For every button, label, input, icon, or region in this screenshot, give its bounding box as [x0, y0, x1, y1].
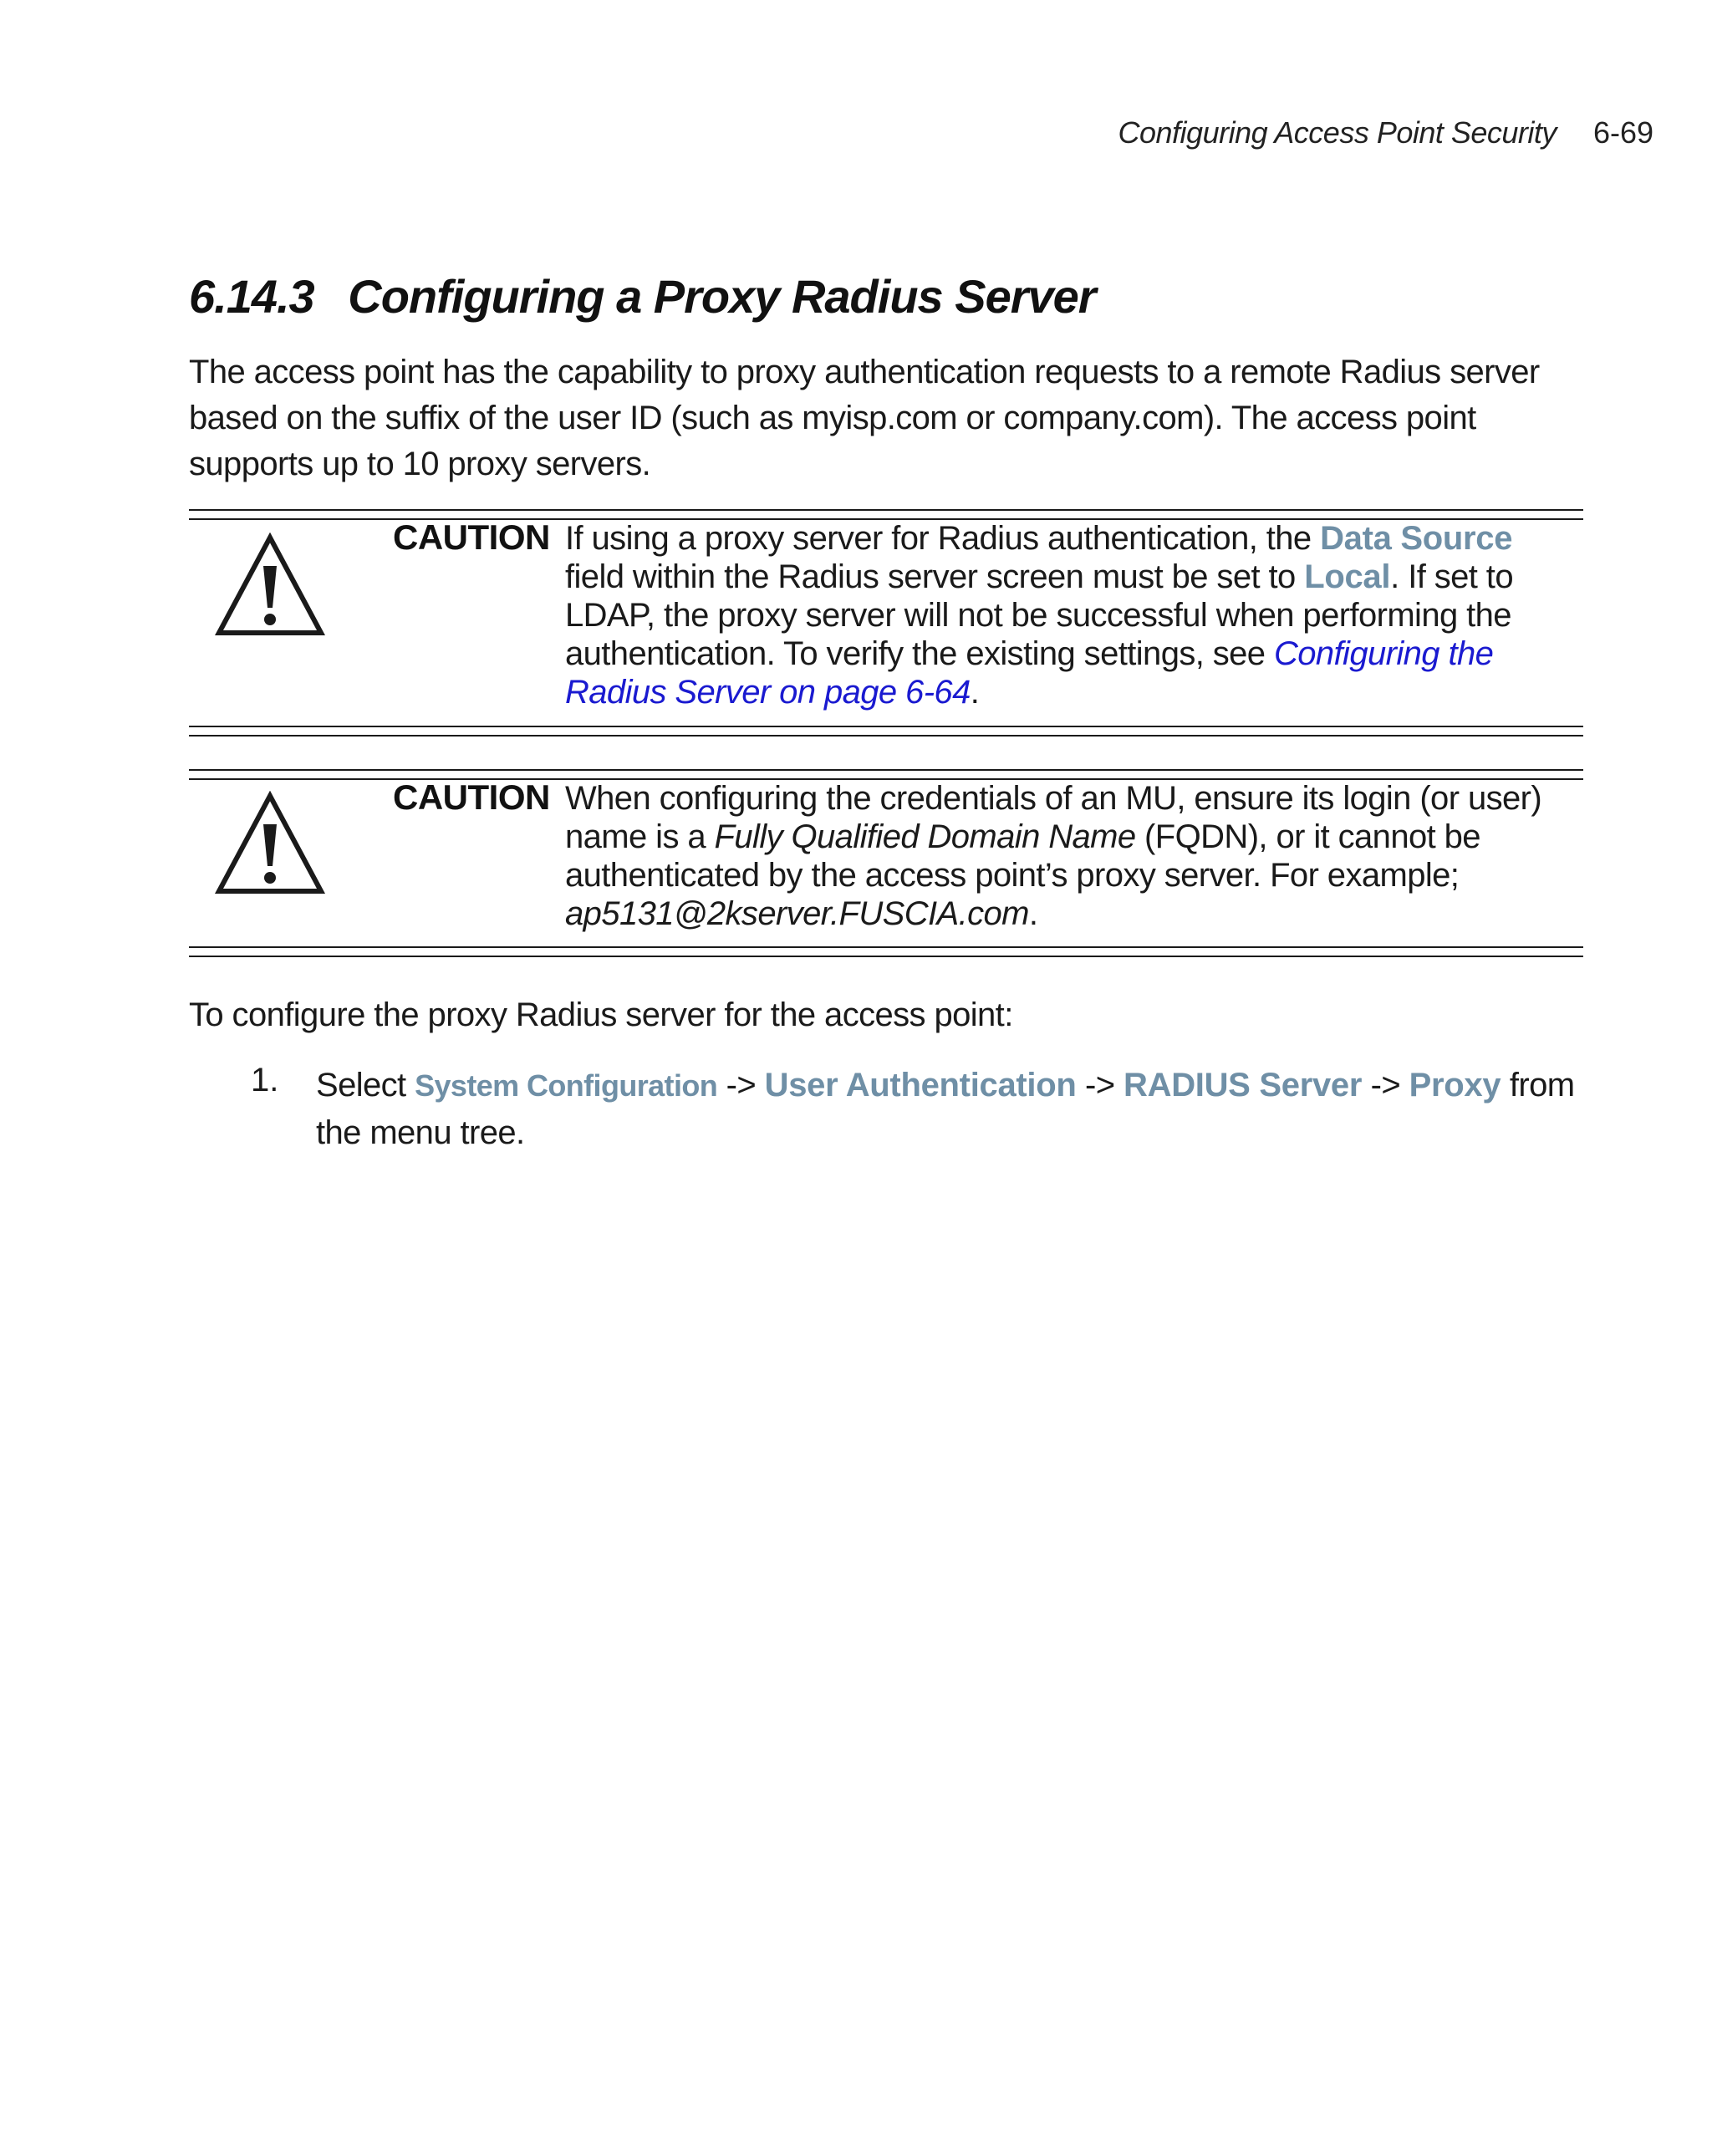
caution-bottom-rule — [189, 726, 1583, 737]
step-text — [316, 1062, 1587, 1156]
ui-term-data-source: Data Source — [1320, 520, 1513, 557]
cross-reference-link[interactable]: Configuring the Radius Server on page 6-64 — [565, 635, 1494, 711]
caution-text — [565, 519, 1552, 711]
ui-term-proxy: Proxy — [1409, 1067, 1501, 1103]
step-separator: -> — [1362, 1067, 1409, 1103]
caution-text-part: field within the Radius server screen must be set to — [565, 558, 1305, 595]
section-title: Configuring a Proxy Radius Server — [348, 270, 1096, 323]
step-separator: -> — [1076, 1067, 1124, 1103]
step-separator: -> — [717, 1067, 765, 1103]
steps-intro: To configure the proxy Radius server for the access point: — [189, 996, 1013, 1033]
caution-text-part: If using a proxy server for Radius authentication, the — [565, 520, 1321, 557]
caution-text-part: When configuring the credentials of an MU, ensure its login (or user) name is a — [565, 780, 1542, 855]
caution-block-2 — [189, 769, 1583, 961]
section-number: 6.14.3 — [189, 270, 314, 323]
caution-text-italic: Fully Qualified Domain Name — [714, 818, 1136, 855]
caution-text-part: . — [1028, 895, 1038, 932]
caution-label: CAUTION — [393, 777, 550, 817]
caution-text-part: (FQDN), or it cannot be authenticated by the access point’s proxy server. For example; — [565, 818, 1480, 894]
ui-term-local: Local — [1304, 558, 1391, 595]
running-header — [1118, 115, 1654, 150]
running-header-title: Configuring Access Point Security — [1118, 115, 1557, 150]
caution-bottom-rule — [189, 946, 1583, 957]
page-number: 6-69 — [1592, 115, 1653, 150]
warning-triangle-icon — [214, 791, 326, 896]
ui-term-user-authentication: User Authentication — [764, 1067, 1077, 1103]
intro-paragraph: The access point has the capability to proxy authentication requests to a remote Radius server based on the suffix of the user ID (such as myisp.com or company.com). The access point supports up to 10 proxy servers. — [189, 354, 1540, 482]
caution-block-1 — [189, 509, 1583, 743]
caution-example-address: ap5131@2kserver.FUSCIA.com — [565, 895, 1029, 932]
step-text-part: from the menu tree. — [316, 1067, 1575, 1151]
caution-text — [565, 779, 1552, 933]
section-heading — [189, 269, 1096, 324]
caution-text-part: . If set to LDAP, the proxy server will not be successful when performing the authentication. To verify the existing settings, see — [565, 558, 1513, 672]
caution-label: CAUTION — [393, 517, 550, 557]
step-number: 1. — [251, 1062, 279, 1098]
warning-triangle-icon — [214, 533, 326, 638]
caution-text-part: . — [970, 674, 980, 711]
step-text-part: Select — [316, 1067, 415, 1103]
ui-term-radius-server: RADIUS Server — [1124, 1067, 1363, 1103]
ui-term-system-configuration: System Configuration — [415, 1068, 718, 1103]
